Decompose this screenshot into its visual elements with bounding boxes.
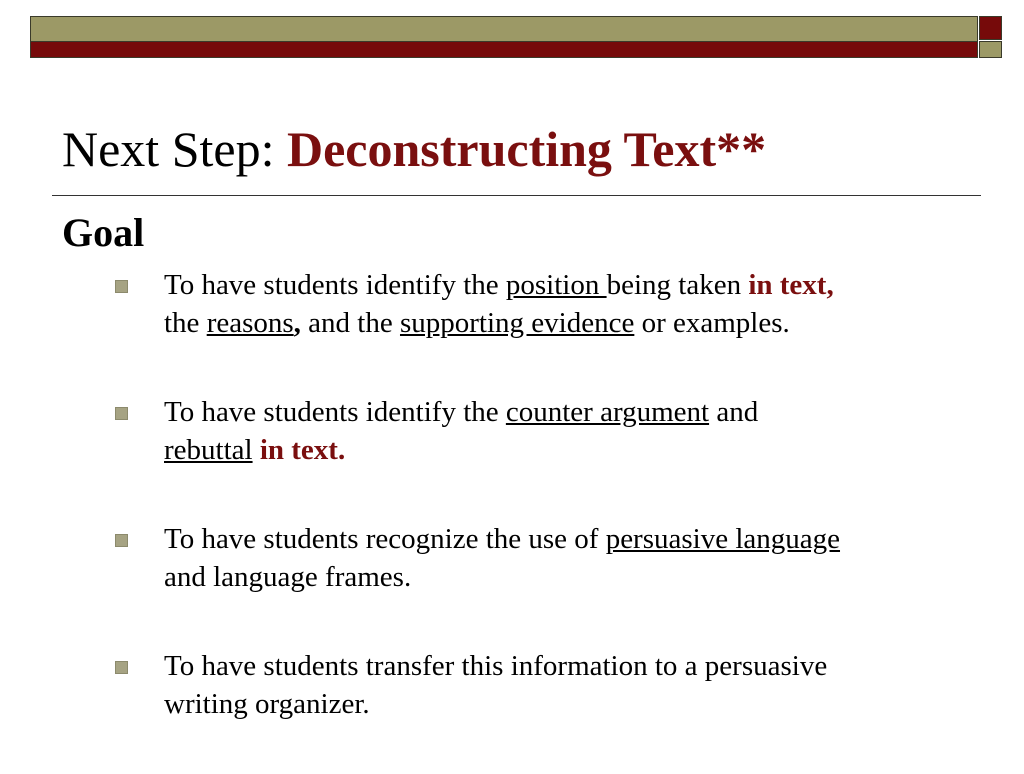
square-bullet-icon [115,280,128,293]
emphasis-in-text: in text, [748,269,834,301]
term-reasons: reasons [206,307,294,339]
top-banner [30,16,978,58]
term-position: position [505,269,607,301]
banner-corner-olive-square [979,41,1002,58]
bullet-item-counter-argument [115,393,995,469]
bullet-list [115,266,995,774]
square-bullet-icon [115,534,128,547]
bullet-item-transfer [115,647,995,723]
bullet-text: To have students identify the [164,396,506,428]
bullet-text: and the [300,307,400,339]
bullet-item-persuasive-language [115,520,995,596]
bullet-text: writing organizer. [164,688,370,720]
term-supporting-evidence: supporting evidence [399,307,635,339]
bullet-comma: , [293,307,301,339]
square-bullet-icon [115,661,128,674]
bullet-text: To have students transfer this information to a persuasive [164,650,828,682]
bullet-item-position [115,266,995,342]
goal-heading: Goal [62,210,145,255]
title-prefix: Next Step: [62,121,287,177]
bullet-text: being taken [606,269,749,301]
banner-olive-stripe [30,16,978,41]
title-divider [52,195,981,196]
bullet-text: To have students identify the [164,269,506,301]
square-bullet-icon [115,407,128,420]
bullet-text: and language frames. [164,561,412,593]
bullet-text: and [709,396,759,428]
slide-title [62,122,766,177]
title-accent: Deconstructing Text** [286,121,767,177]
bullet-text: the [164,307,207,339]
emphasis-in-text: in text. [252,434,346,466]
banner-corner-maroon-square [979,16,1002,40]
term-rebuttal: rebuttal [164,434,253,466]
bullet-text: or examples. [634,307,790,339]
term-persuasive-language: persuasive language [605,523,841,555]
term-counter-argument: counter argument [505,396,710,428]
bullet-text: To have students recognize the use of [164,523,606,555]
banner-maroon-stripe [30,41,978,58]
